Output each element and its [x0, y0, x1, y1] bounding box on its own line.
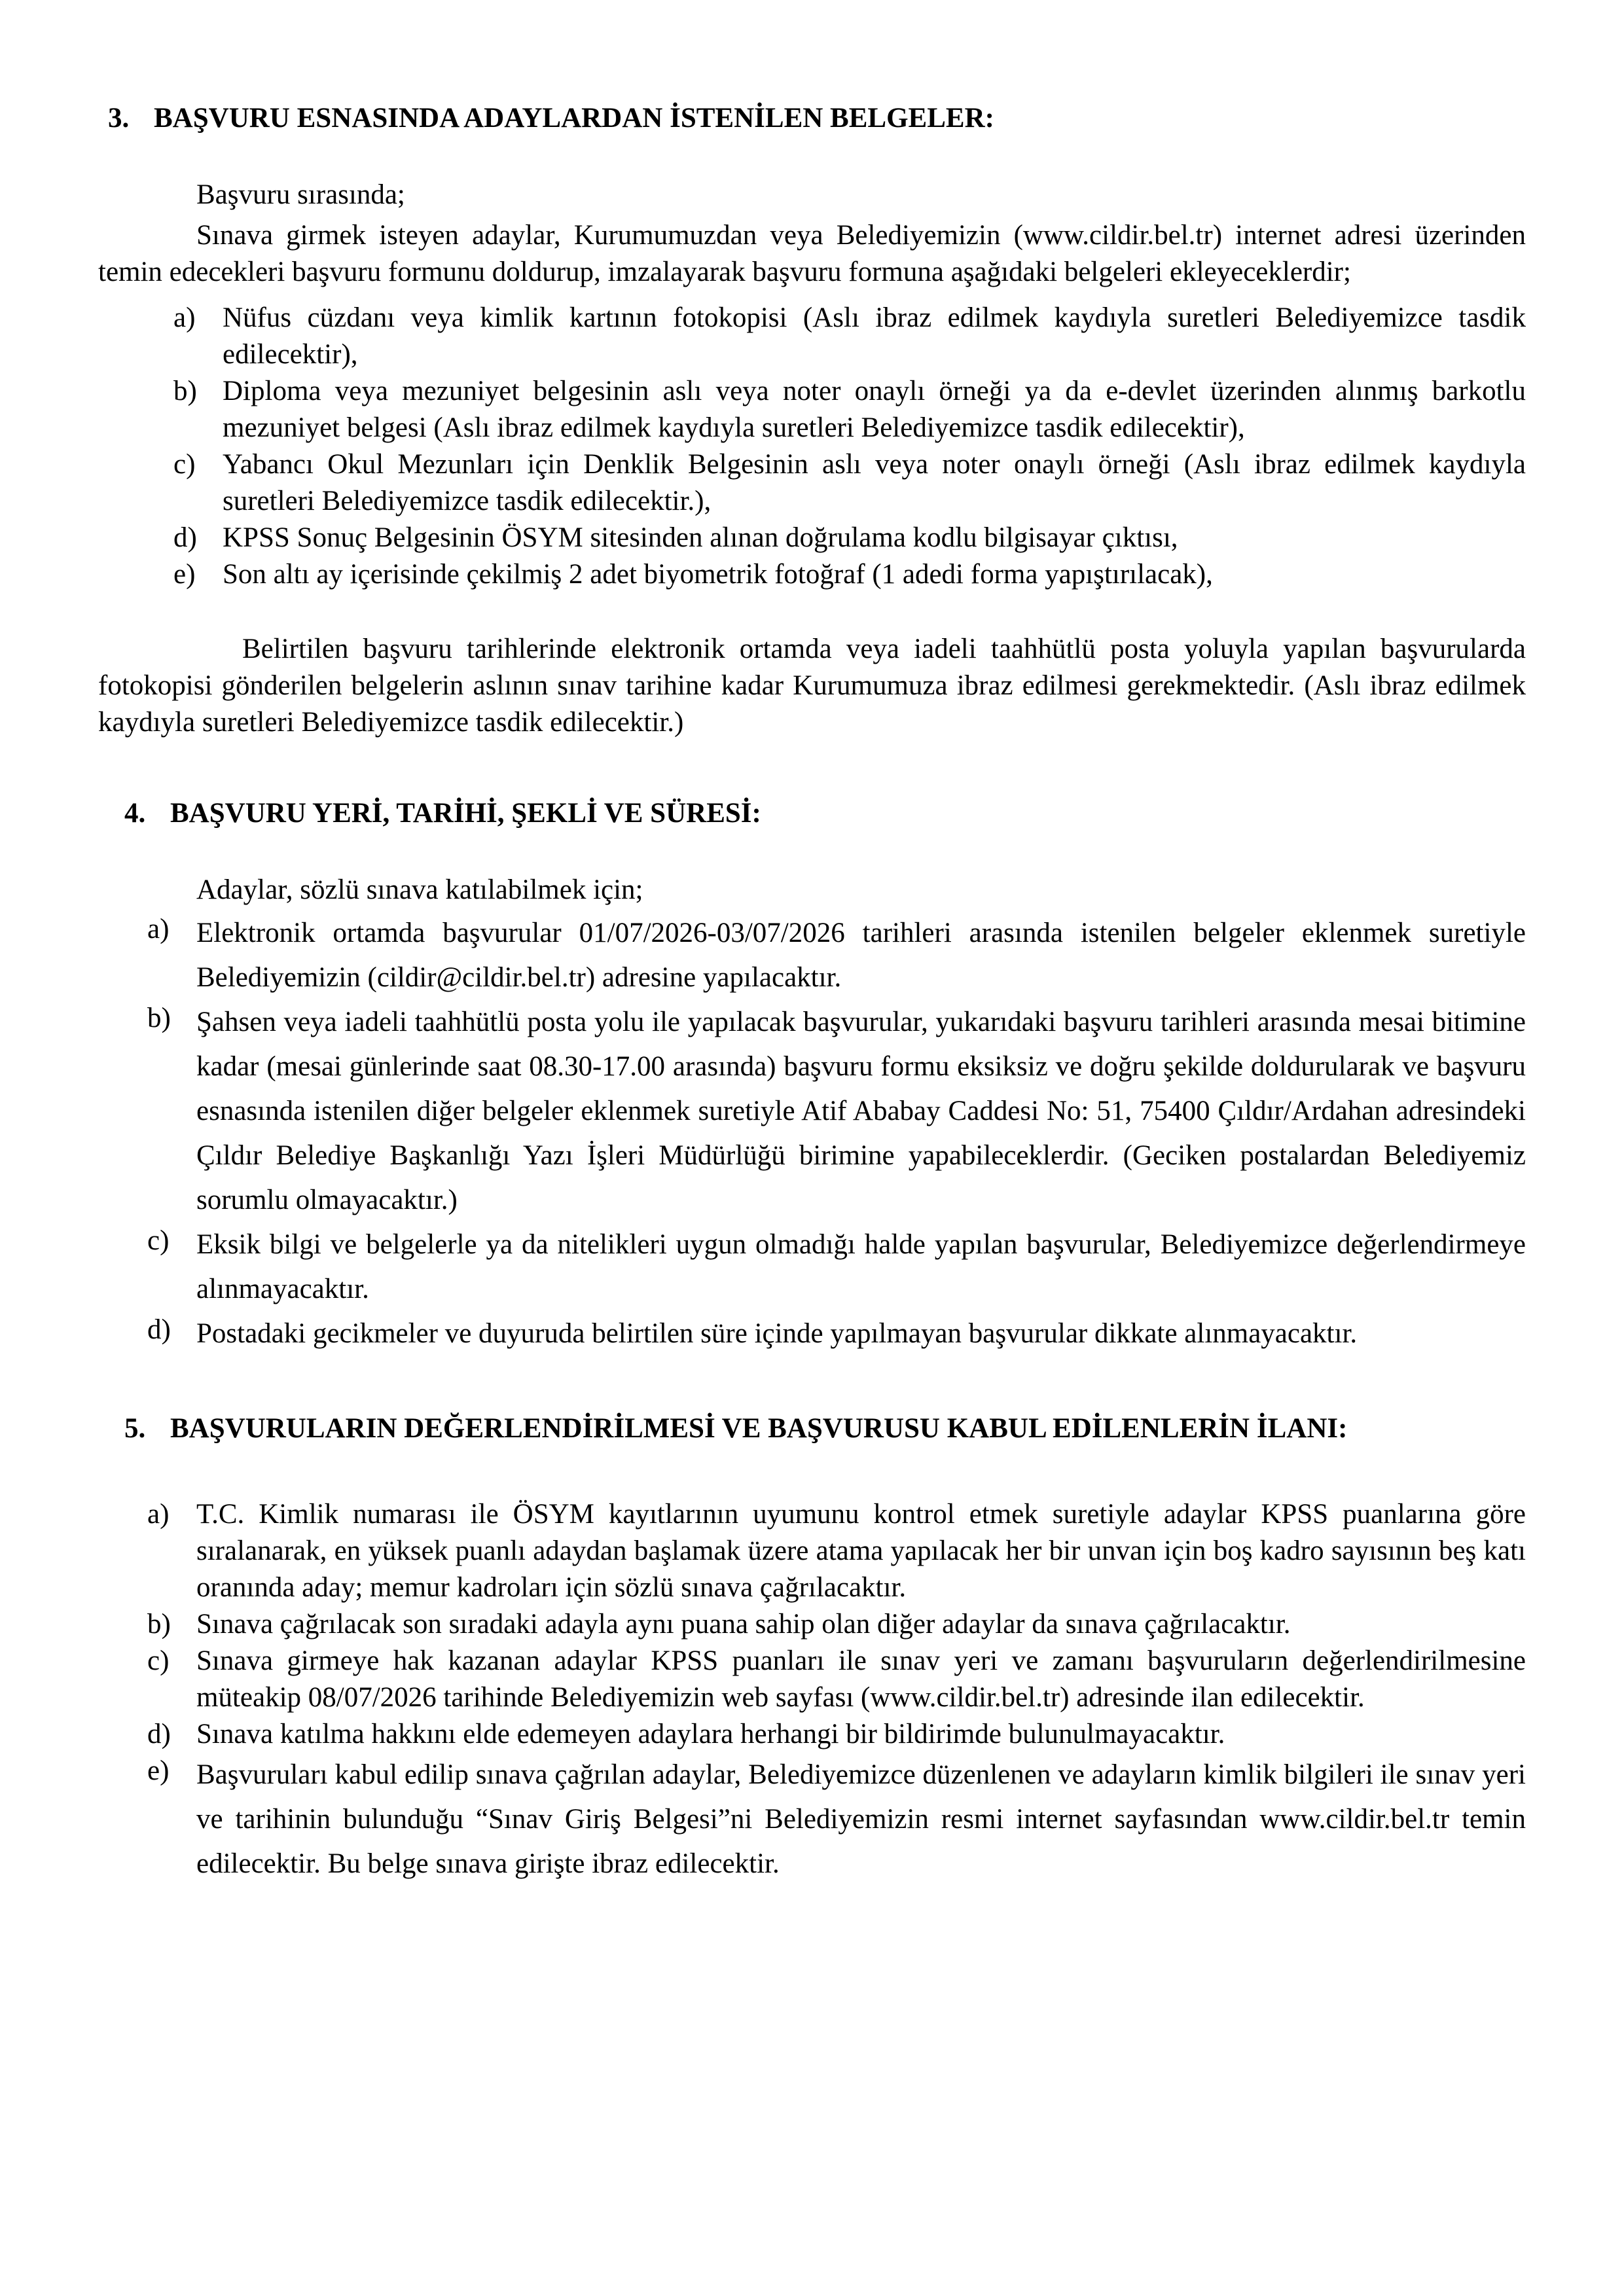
list-item-marker: c): [147, 1645, 170, 1676]
section-4: [98, 793, 1526, 1356]
list-item-text: Eksik bilgi ve belgelerle ya da nitelikleri uygun olmadığı halde yapılan başvurular, Belediyemizce değerlendirmeye alınmayacaktır.: [196, 1229, 1526, 1304]
section-3-intro-paragraph: Sınava girmek isteyen adaylar, Kurumumuzdan veya Belediyemizin (www.cildir.bel.tr) internet adresi üzerinden temin edecekleri başvuru formunu doldurup, imzalayarak başvuru formuna aşağıdaki belgeleri ekleyeceklerdir;: [98, 220, 1526, 287]
list-item: [147, 911, 1526, 1000]
section-3-intro-line: Başvuru sırasında;: [196, 179, 405, 210]
section-4-heading: [124, 793, 1526, 834]
list-item-marker: c): [147, 1225, 170, 1256]
list-item-text: Sınava katılma hakkını elde edemeyen adaylara herhangi bir bildirimde bulunulmayacaktır.: [196, 1719, 1225, 1749]
list-item-text: Elektronik ortamda başvurular 01/07/2026-03/07/2026 tarihleri arasında istenilen belgeler eklenmek suretiyle Belediyemizin (cildir@cildir.bel.tr) adresine yapılacaktır.: [196, 918, 1526, 993]
list-item-marker: a): [147, 1499, 170, 1530]
list-item-text: Postadaki gecikmeler ve duyuruda belirtilen süre içinde yapılmayan başvurular dikkate alınmayacaktır.: [196, 1318, 1358, 1349]
list-item-text: Sınava çağrılacak son sıradaki adayla aynı puana sahip olan diğer adaylar da sınava çağrılacaktır.: [196, 1609, 1291, 1640]
list-item: [173, 373, 1526, 446]
section-4-title: BAŞVURU YERİ, TARİHİ, ŞEKLİ VE SÜRESİ:: [170, 798, 761, 829]
list-item: [147, 1000, 1526, 1223]
section-4-number: 4.: [124, 798, 146, 829]
list-item-marker: e): [173, 559, 196, 590]
list-item: [147, 1716, 1526, 1753]
list-item-marker: a): [147, 914, 170, 944]
section-3-closing-paragraph: Belirtilen başvuru tarihlerinde elektronik ortamda veya iadeli taahhütlü posta yoluyla yapılan başvurularda fotokopisi gönderilen belgelerin aslının sınav tarihine kadar Kurumumuza ibraz edilmesi gerekmektedir. (Aslı ibraz edilmek kaydıyla suretleri Belediyemizce tasdik edilecektir.): [98, 634, 1526, 738]
list-item-marker: e): [147, 1755, 170, 1786]
list-item-marker: d): [147, 1314, 171, 1345]
list-item: [147, 1643, 1526, 1716]
list-item: [173, 520, 1526, 556]
list-item-marker: c): [173, 449, 196, 480]
section-5-number: 5.: [124, 1413, 146, 1444]
list-item-marker: d): [173, 522, 197, 553]
list-item-text: T.C. Kimlik numarası ile ÖSYM kayıtlarının uyumunu kontrol etmek suretiyle adaylar KPSS puanlarına göre sıralanarak, en yüksek puanlı adaydan başlamak üzere atama yapılacak her bir unvan için boş kadro sayısının beş katı oranında aday; memur kadroları için sözlü sınava çağrılacaktır.: [196, 1499, 1526, 1603]
section-3: [98, 98, 1526, 741]
list-item: [173, 556, 1526, 593]
list-item-text: Yabancı Okul Mezunları için Denklik Belgesinin aslı veya noter onaylı örneği (Aslı ibraz edilmek kaydıyla suretleri Belediyemizce tasdik edilecektir.),: [223, 449, 1526, 516]
list-item-marker: d): [147, 1719, 171, 1749]
list-item: [173, 446, 1526, 520]
list-item-text: Diploma veya mezuniyet belgesinin aslı veya noter onaylı örneği ya da e-devlet üzerinden alınmış barkotlu mezuniyet belgesi (Aslı ibraz edilmek kaydıyla suretleri Belediyemizce tasdik edilecektir),: [223, 376, 1526, 443]
list-item-text: Şahsen veya iadeli taahhütlü posta yolu ile yapılacak başvurular, yukarıdaki başvuru tarihleri arasında mesai bitimine kadar (mesai günlerinde saat 08.30-17.00 arasında) başvuru formu eksiksiz ve doğru şekilde doldurularak ve başvuru esnasında istenilen diğer belgeler eklenmek suretiyle Atif Ababay Caddesi No: 51, 75400 Çıldır/Ardahan adresindeki Çıldır Belediye Başkanlığı Yazı İşleri Müdürlüğü birimine yapabileceklerdir. (Geciken postalardan Belediyemiz sorumlu olmayacaktır.): [196, 1007, 1526, 1215]
section-3-number: 3.: [108, 103, 130, 134]
section-3-title: BAŞVURU ESNASINDA ADAYLARDAN İSTENİLEN BELGELER:: [154, 103, 994, 134]
list-item: [147, 1496, 1526, 1606]
section-5: [98, 1408, 1526, 1886]
list-item-marker: b): [147, 1609, 171, 1640]
list-item: [147, 1312, 1526, 1356]
section-4-application-list: [98, 911, 1526, 1356]
list-item-text: KPSS Sonuç Belgesinin ÖSYM sitesinden alınan doğrulama kodlu bilgisayar çıktısı,: [223, 522, 1178, 553]
list-item: [147, 1753, 1526, 1886]
list-item-text: Son altı ay içerisinde çekilmiş 2 adet biyometrik fotoğraf (1 adedi forma yapıştırılacak),: [223, 559, 1213, 590]
section-3-heading: [108, 98, 1526, 139]
list-item-text: Nüfus cüzdanı veya kimlik kartının fotokopisi (Aslı ibraz edilmek kaydıyla suretleri Belediyemizce tasdik edilecektir),: [223, 302, 1526, 370]
section-5-title: BAŞVURULARIN DEĞERLENDİRİLMESİ VE BAŞVURUSU KABUL EDİLENLERİN İLANI:: [170, 1413, 1348, 1444]
list-item-text: Başvuruları kabul edilip sınava çağrılan adaylar, Belediyemizce düzenlenen ve adayların kimlik bilgileri ile sınav yeri ve tarihinin bulunduğu “Sınav Giriş Belgesi”ni Belediyemizin resmi internet sayfasından www.cildir.bel.tr temin edilecektir. Bu belge sınava girişte ibraz edilecektir.: [196, 1759, 1526, 1879]
list-item: [173, 300, 1526, 373]
list-item-marker: b): [173, 376, 197, 406]
section-4-intro-line: Adaylar, sözlü sınava katılabilmek için;: [196, 874, 643, 905]
section-3-document-list: [98, 300, 1526, 593]
list-item-marker: a): [173, 302, 196, 333]
section-5-heading: [124, 1408, 1526, 1449]
list-item: [147, 1606, 1526, 1643]
list-item-text: Sınava girmeye hak kazanan adaylar KPSS puanları ile sınav yeri ve zamanı başvuruların değerlendirilmesine müteakip 08/07/2026 tarihinde Belediyemizin web sayfası (www.cildir.bel.tr) adresinde ilan edilecektir.: [196, 1645, 1526, 1713]
list-item-marker: b): [147, 1003, 171, 1033]
list-item: [147, 1223, 1526, 1312]
section-5-evaluation-list: [98, 1496, 1526, 1886]
